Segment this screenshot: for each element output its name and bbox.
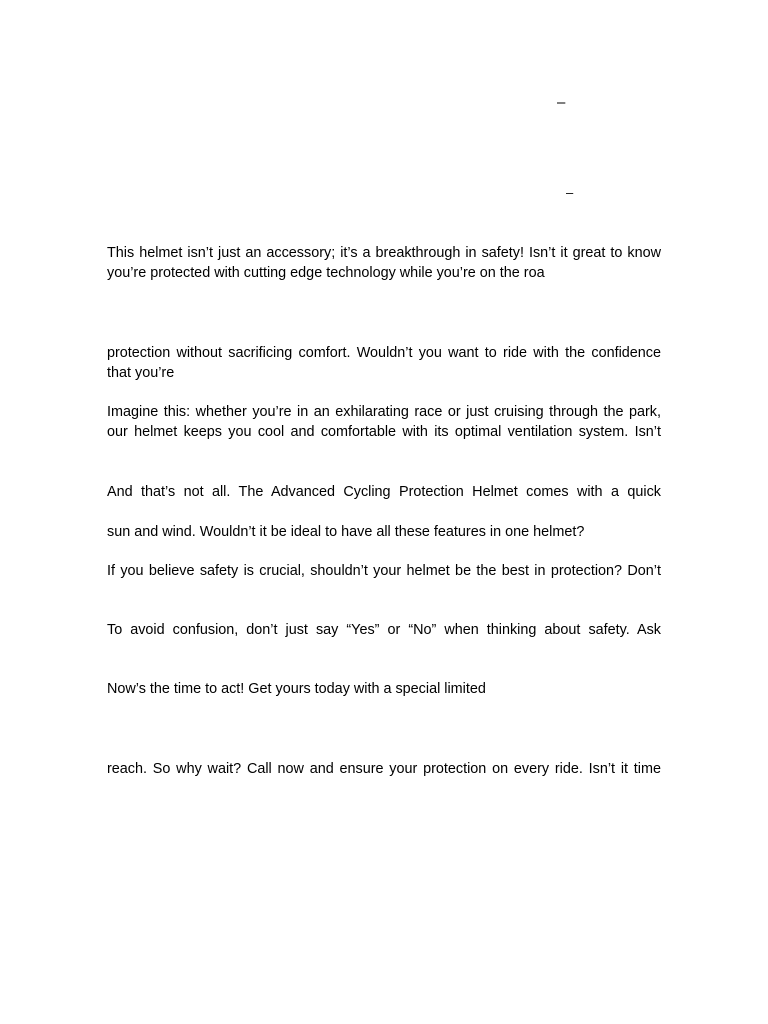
text-line-4: that you’re <box>107 365 175 381</box>
dash-mark-top: – <box>557 94 566 111</box>
text-line-8: sun and wind. Wouldn’t it be ideal to have all these features in one helmet? <box>107 524 585 540</box>
text-line-2: you’re protected with cutting edge technology while you’re on the roa <box>107 265 545 281</box>
text-line-9: If you believe safety is crucial, shouldn’t your helmet be the best in protection? Don’t <box>107 563 661 579</box>
text-line-5: Imagine this: whether you’re in an exhilarating race or just cruising through the park, <box>107 404 661 420</box>
text-line-11: Now’s the time to act! Get yours today with a special limited <box>107 681 486 697</box>
text-line-3: protection without sacrificing comfort. Wouldn’t you want to ride with the confidence <box>107 345 661 361</box>
text-line-10: To avoid confusion, don’t just say “Yes” or “No” when thinking about safety. Ask <box>107 622 661 638</box>
text-line-1: This helmet isn’t just an accessory; it’s a breakthrough in safety! Isn’t it great to know <box>107 245 661 261</box>
text-line-6: our helmet keeps you cool and comfortable with its optimal ventilation system. Isn’t <box>107 424 661 440</box>
text-line-12: reach. So why wait? Call now and ensure your protection on every ride. Isn’t it time <box>107 761 661 777</box>
text-line-7: And that’s not all. The Advanced Cycling Protection Helmet comes with a quick <box>107 484 661 500</box>
dash-mark-second: – <box>566 185 574 200</box>
